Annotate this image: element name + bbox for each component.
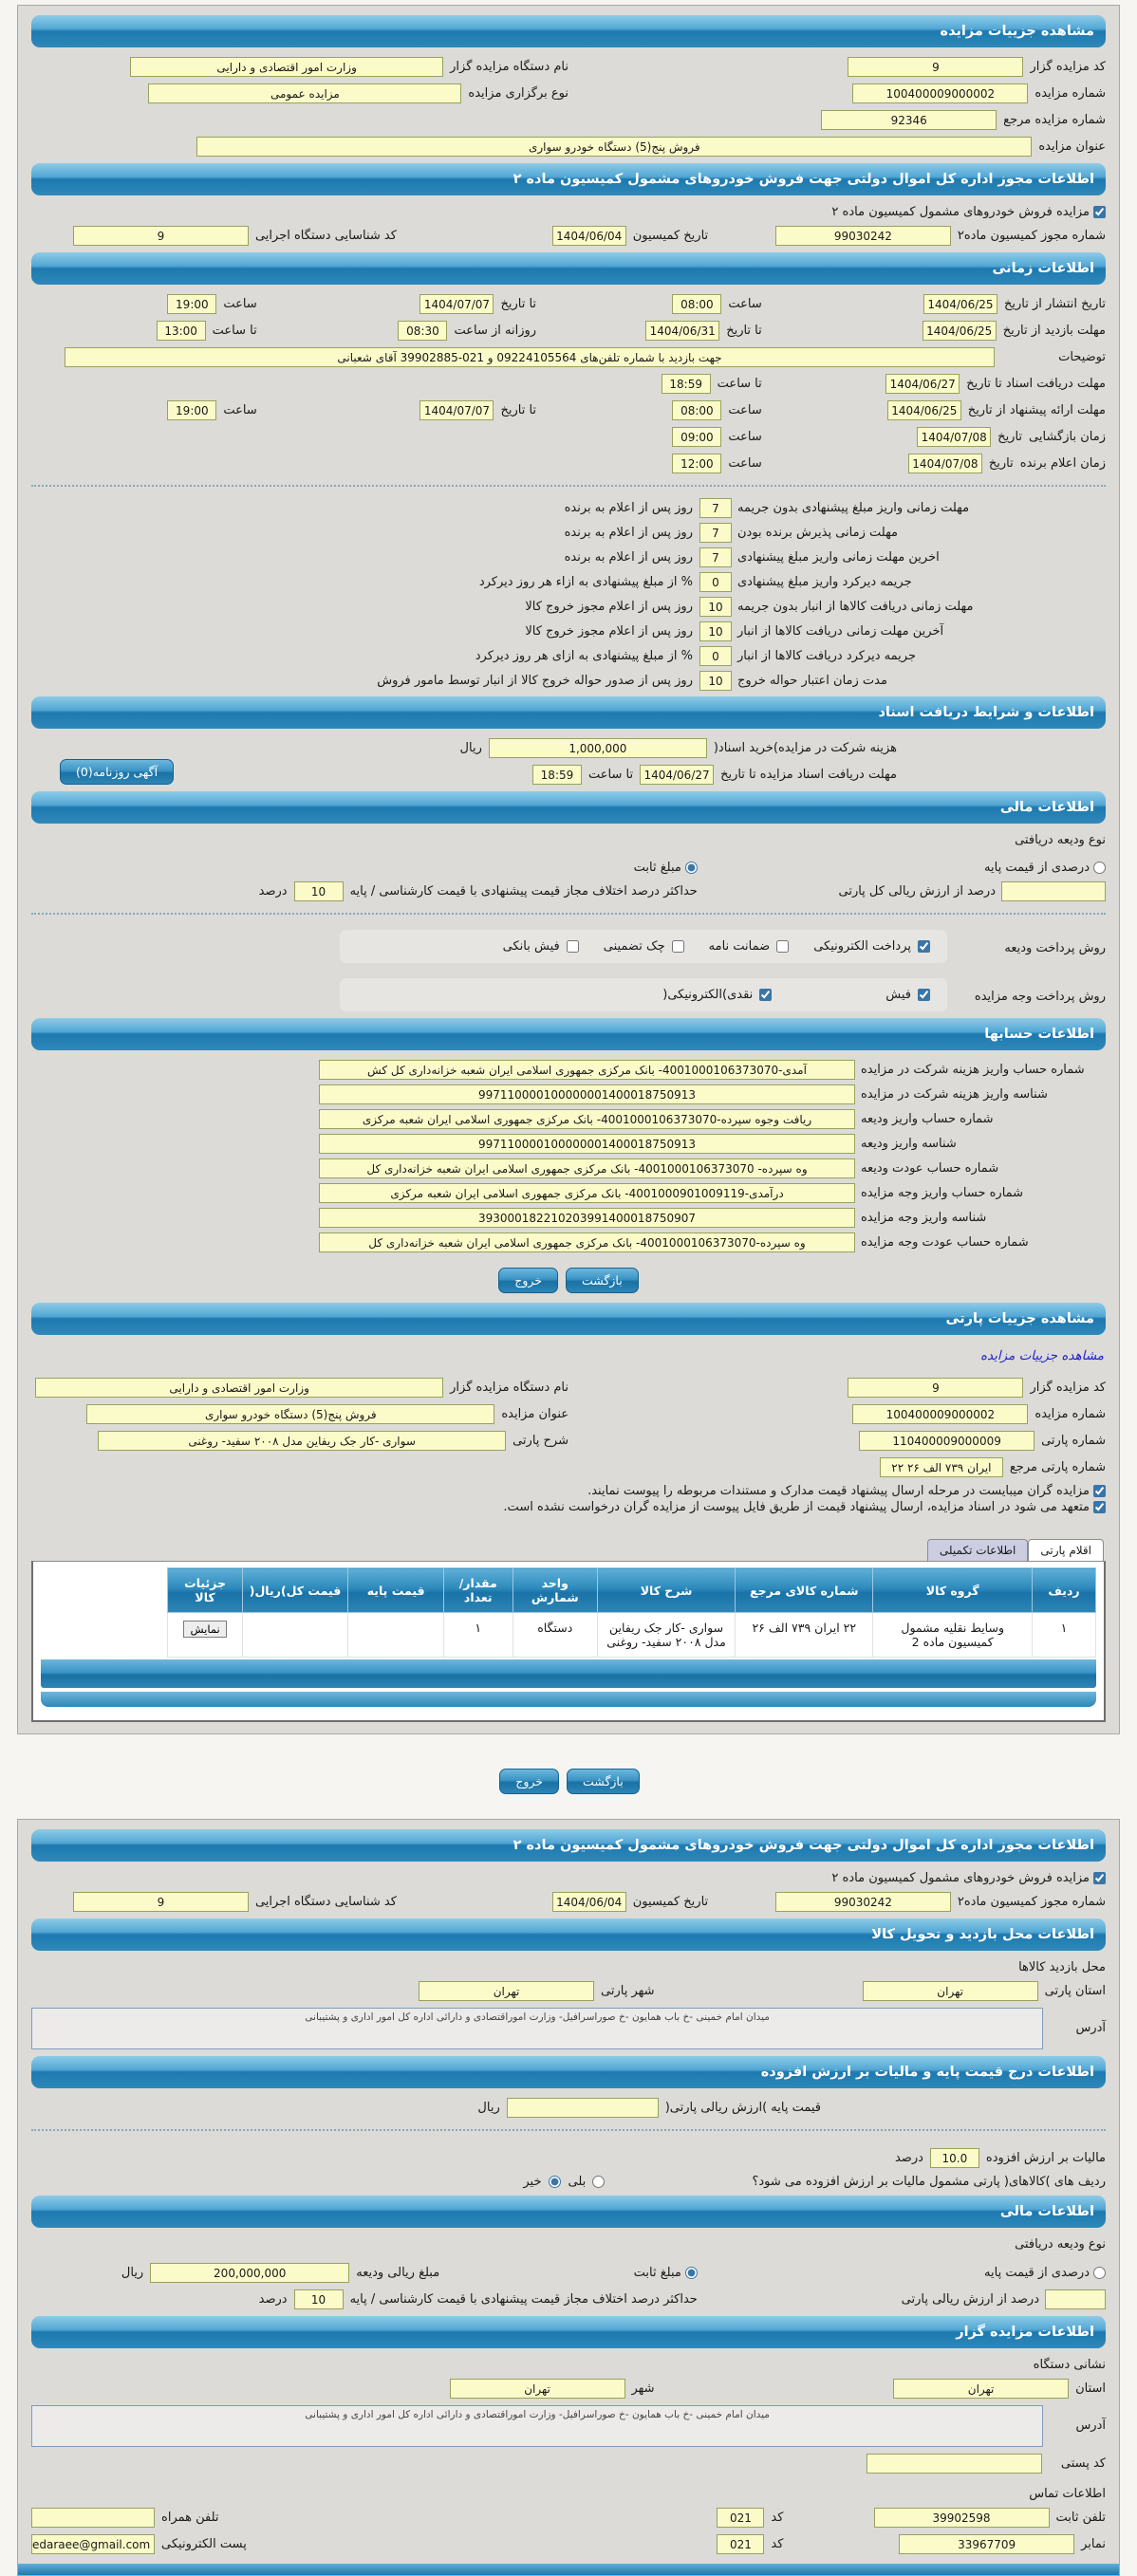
percent-unit-label: درصد — [894, 2151, 923, 2165]
party-items-table-container — [31, 1561, 1106, 1722]
opening-label: زمان بازگشایی — [1029, 430, 1106, 444]
account-label: شماره حساب عودت ودیعه — [861, 1161, 999, 1176]
secured-check-checkbox[interactable] — [672, 940, 684, 953]
winner-hour-field[interactable]: 12:00 — [672, 454, 721, 473]
penalty-suffix: % از مبلغ پیشنهادی به ازاء هر روز دیرکرد — [478, 575, 693, 589]
party-auction-number-label: شماره مزایده — [1034, 1407, 1106, 1421]
mobile-field[interactable] — [31, 2508, 155, 2528]
section-header-timing: اطلاعات زمانی — [31, 252, 1106, 285]
percent-of-base-label: درصدی از قیمت پایه — [984, 861, 1090, 875]
cell-group: وسایط نقلیه مشمول کمیسیون ماده 2 — [873, 1613, 1033, 1658]
bidder-code-label: کد مزایده گزار — [1030, 60, 1106, 74]
section-header-accounts: اطلاعات حسابها — [31, 1018, 1106, 1050]
fax-field[interactable]: 33967709 — [899, 2534, 1074, 2554]
hour-label: ساعت — [728, 403, 762, 417]
to-date-label: تا تاریخ — [726, 324, 762, 338]
auction-details-panel — [17, 5, 1120, 1734]
penalty-label: آخرین مهلت زمانی دریافت کالاها از انبار — [737, 624, 944, 639]
party-ref-label: شماره پارتی مرجع — [1009, 1460, 1106, 1474]
penalty-suffix: % از مبلغ پیشنهادی به ازای هر روز دیرکرد — [475, 649, 693, 663]
max-diff-label: حداکثر درصد اختلاف مجاز قیمت پیشنهادی با قیمت کارشناسی / پایه — [349, 884, 698, 899]
penalty-label: مهلت زمانی دریافت کالاها از انبار بدون جریمه — [737, 600, 974, 614]
party-ref-field[interactable]: ایران ۷۳۹ الف ۲۶ ۲۲ — [880, 1457, 1003, 1477]
percent-of-party-field[interactable] — [1045, 2289, 1106, 2309]
docs-deadline2-date-field[interactable]: 1404/06/27 — [640, 765, 714, 785]
col-header-item-details: جزئیات کالا — [168, 1568, 242, 1613]
party-number-label: شماره پارتی — [1041, 1434, 1106, 1448]
publish-from-field[interactable]: 1404/06/25 — [923, 294, 997, 314]
org-province-label: استان — [1075, 2381, 1106, 2396]
fax-code-label: کد — [771, 2537, 784, 2551]
vat-field[interactable]: 10.0 — [930, 2148, 979, 2168]
account-label: شماره حساب واریز هزینه شرکت در مزایده — [861, 1063, 1085, 1077]
percent-of-base-radio[interactable] — [1093, 862, 1106, 874]
table-footer-bar-2 — [41, 1692, 1096, 1707]
commission-date-field[interactable]: 1404/06/04 — [552, 226, 626, 246]
postal-code-label: کد پستی — [1060, 2456, 1106, 2471]
cell-index: ۱ — [1032, 1613, 1095, 1658]
penalty-label: مهلت زمانی واریز مبلغ پیشنهادی بدون جریمه — [737, 501, 970, 515]
hour-label: ساعت — [223, 297, 257, 311]
vat-yes-label: بلی — [568, 2175, 587, 2189]
slip-checkbox[interactable] — [918, 989, 930, 1001]
docs-deadline2-label: مهلت دریافت اسناد مزایده تا تاریخ — [720, 768, 897, 782]
exec-code-label: کد شناسایی دستگاه اجرایی — [254, 229, 397, 243]
party-address-field[interactable]: میدان امام خمینی -خ باب همایون -خ صوراسرافیل- وزارت اموراقتصادی و دارائی اداره کل امور اداری و پشتیبانی — [31, 2008, 1043, 2049]
fixed-amount-radio-2[interactable] — [685, 2267, 698, 2279]
docs-deadline2-hour-field[interactable]: 18:59 — [532, 765, 582, 785]
back-button[interactable]: بازگشت — [566, 1268, 639, 1293]
visit-label: مهلت بازدید از تاریخ — [1002, 324, 1106, 338]
auction-type-label: نوع برگزاری مزایده — [468, 86, 568, 101]
penalty-label: مهلت زمانی پذیرش برنده بودن — [737, 526, 899, 540]
party-bidder-code-field[interactable]: 9 — [848, 1378, 1023, 1398]
party-items-table — [167, 1567, 1096, 1658]
hour-label: ساعت — [728, 456, 762, 471]
winner-label: زمان اعلام برنده — [1019, 456, 1106, 471]
divider — [31, 913, 1106, 915]
newspaper-ad-button[interactable]: آگهی روزنامه(0) — [60, 759, 174, 785]
penalty-value-field[interactable]: 10 — [699, 671, 732, 691]
date-label: تاریخ — [997, 430, 1023, 444]
bank-slip-label: فیش بانکی — [502, 939, 560, 954]
percent-unit-label: درصد — [258, 2292, 288, 2307]
guarantee-checkbox[interactable] — [776, 940, 789, 953]
email-label: پست الکترونیکی — [161, 2537, 247, 2551]
penalty-suffix: روز پس از اعلام به برنده — [564, 501, 693, 515]
cash-electronic-label: نقدی)الکترونیکی( — [662, 988, 754, 1002]
account-label: شناسه واریز ودیعه — [861, 1137, 957, 1151]
account-label: شماره حساب واریز وجه مزایده — [861, 1186, 1024, 1200]
to-hour-label: تا ساعت — [717, 377, 762, 391]
base-price-label: قیمت پایه )ارزش ریالی پارتی( — [664, 2101, 821, 2115]
visit-from-field[interactable]: 1404/06/25 — [923, 321, 997, 341]
penalty-suffix: روز پس از اعلام مجوز خروج کالا — [525, 624, 693, 639]
visit-from-hour-field[interactable]: 08:30 — [398, 321, 447, 341]
docs-deadline-date-field[interactable]: 1404/06/27 — [885, 374, 960, 394]
docs-deadline-hour-field[interactable]: 18:59 — [662, 374, 711, 394]
section-header-documents: اطلاعات و شرایط دریافت اسناد — [31, 696, 1106, 729]
percent-of-base-radio-2[interactable] — [1093, 2267, 1106, 2279]
show-item-details-button[interactable]: نمایش — [183, 1621, 226, 1638]
contact-info-title: اطلاعات تماس — [1029, 2487, 1106, 2501]
party-number-field[interactable]: 110400009000009 — [859, 1431, 1034, 1451]
daily-from-label: روزانه از ساعت — [454, 324, 537, 338]
visit-to-hour-field[interactable]: 13:00 — [157, 321, 206, 341]
auction-title-label: عنوان مزایده — [1038, 139, 1106, 154]
commission-date-label: تاریخ کمیسیون — [632, 229, 709, 243]
penalty-suffix: روز پس از اعلام مجوز خروج کالا — [525, 600, 693, 614]
phone-code-label: کد — [771, 2511, 784, 2525]
col-header-desc: شرح کالا — [597, 1568, 735, 1613]
section-header-auction-details: مشاهده جزییات مزایده — [31, 15, 1106, 47]
auction-ref-label: شماره مزایده مرجع — [1003, 113, 1106, 127]
hour-label: ساعت — [728, 297, 762, 311]
to-hour-label: تا ساعت — [212, 324, 257, 338]
account-label: شماره حساب عودت وجه مزایده — [861, 1235, 1029, 1250]
bidder-code-field[interactable]: 9 — [848, 57, 1023, 77]
auction-ref-field[interactable]: 92346 — [821, 110, 997, 130]
bank-slip-checkbox[interactable] — [567, 940, 579, 953]
no-file-offer-checkbox[interactable] — [1093, 1501, 1106, 1513]
permit-no-label-2: شماره مجوز کمیسیون ماده۲ — [957, 1895, 1106, 1909]
org-name-field[interactable]: وزارت امور اقتصادی و دارایی — [130, 57, 443, 77]
deposit-amount-field[interactable]: 200,000,000 — [150, 2263, 349, 2283]
email-field[interactable]: edaraee@gmail.com — [31, 2534, 155, 2554]
tab-extra-info[interactable]: اطلاعات تکمیلی — [927, 1539, 1028, 1561]
cell-qty: ۱ — [443, 1613, 513, 1658]
cell-base-price — [348, 1613, 444, 1658]
penalty-label: اخرین مهلت زمانی واریز مبلغ پیشنهادی — [737, 550, 940, 565]
col-header-qty: مقدار/ تعداد — [443, 1568, 513, 1613]
deposit-method-group — [340, 930, 947, 963]
cell-ref: ۲۲ ایران ۷۳۹ الف ۲۶ — [736, 1613, 873, 1658]
section-header-permit: اطلاعات مجوز اداره کل اموال دولتی جهت فروش خودروهای مشمول کمیسیون ماده ۲ — [31, 163, 1106, 195]
section-header-location: اطلاعات محل بازدید و تحویل کالا — [31, 1918, 1106, 1951]
publish-to-field[interactable]: 1404/07/07 — [419, 294, 494, 314]
account-label: شناسه واریز وجه مزایده — [861, 1211, 987, 1225]
exec-code-label-2: کد شناسایی دستگاه اجرایی — [254, 1895, 397, 1909]
exit-button[interactable]: خروج — [499, 1769, 559, 1794]
col-header-total-price: قیمت کل)ریال( — [242, 1568, 348, 1613]
hour-label: ساعت — [728, 430, 762, 444]
cash-electronic-checkbox[interactable] — [759, 989, 772, 1001]
auction-number-field[interactable]: 100400009000002 — [852, 83, 1028, 103]
org-address-title: نشانی دستگاه — [1033, 2358, 1106, 2372]
party-org-label: نام دستگاه مزایده گزار — [450, 1381, 568, 1395]
auction-type-field[interactable]: مزایده عمومی — [148, 83, 461, 103]
phone-label: تلفن ثابت — [1055, 2511, 1106, 2525]
fixed-amount-label-2: مبلغ ثابت — [633, 2266, 681, 2280]
col-header-ref: شماره کالای مرجع — [736, 1568, 873, 1613]
publish-from-hour-field[interactable]: 08:00 — [672, 294, 721, 314]
exit-button[interactable]: خروج — [498, 1268, 558, 1293]
to-date-label: تا تاریخ — [500, 297, 537, 311]
to-date-label: تا تاریخ — [500, 403, 537, 417]
visit-place-label: محل بازدید کالاها — [1018, 1960, 1106, 1974]
pay-method-label: روش پرداخت وجه مزایده — [974, 990, 1106, 1004]
attach-docs-checkbox[interactable] — [1093, 1485, 1106, 1497]
col-header-group: گروه کالا — [873, 1568, 1033, 1613]
section-header-financial-1: اطلاعات مالی — [31, 791, 1106, 824]
vat-yes-radio[interactable] — [592, 2176, 605, 2188]
party-province-label: استان پارتی — [1044, 1984, 1106, 1998]
pay-method-group — [340, 978, 947, 1011]
rial-label: ریال — [459, 741, 482, 755]
party-title-label: عنوان مزایده — [501, 1407, 568, 1421]
hour-label: ساعت — [223, 403, 257, 417]
party-permit-panel — [17, 1819, 1120, 2576]
max-diff-field-2[interactable]: 10 — [294, 2289, 344, 2309]
deposit-type-label-2: نوع ودیعه دریافتی — [1015, 2237, 1106, 2252]
exec-code-field[interactable]: 9 — [73, 226, 249, 246]
offer-label: مهلت ارائه پیشنهاد از تاریخ — [967, 403, 1106, 417]
offer-to-hour-field[interactable]: 19:00 — [167, 400, 216, 420]
org-city-field[interactable]: تهران — [450, 2379, 625, 2399]
divider — [31, 2129, 1106, 2131]
visit-to-field[interactable]: 1404/06/31 — [645, 321, 719, 341]
section-header-financial-2: اطلاعات مالی — [31, 2196, 1106, 2228]
party-city-label: شهر پارتی — [601, 1984, 655, 1998]
account-field[interactable]: آمدی-4001000106373070- بانک مرکزی جمهوری اسلامی ایران شعبه خزانه‌داری کل کش — [319, 1060, 855, 1080]
rial-label: ریال — [121, 2266, 144, 2280]
account-field[interactable]: ریافت وجوه سپرده-4001000106373070- بانک مرکزی جمهوری اسلامی ایران شعبه مرکزی — [319, 1109, 855, 1129]
section-header-auctioneer: اطلاعات مزایده گزار — [31, 2316, 1106, 2348]
section-header-permit-2: اطلاعات مجوز اداره کل اموال دولتی جهت فروش خودروهای مشمول کمیسیون ماده ۲ — [31, 1829, 1106, 1862]
max-diff-field[interactable]: 10 — [294, 881, 344, 901]
offer-to-field[interactable]: 1404/07/07 — [419, 400, 494, 420]
fixed-amount-radio[interactable] — [685, 862, 698, 874]
mobile-label: تلفن همراه — [161, 2511, 219, 2525]
penalty-label: جریمه دیرکرد واریز مبلغ پیشنهادی — [737, 575, 912, 589]
divider — [31, 485, 1106, 487]
party-desc-label: شرح پارتی — [513, 1434, 568, 1448]
penalty-value-field[interactable]: 0 — [699, 572, 732, 592]
table-footer-bar — [41, 1659, 1096, 1688]
phone-field[interactable]: 39902598 — [874, 2508, 1050, 2528]
max-diff-label-2: حداکثر درصد اختلاف مجاز قیمت پیشنهادی با قیمت کارشناسی / پایه — [349, 2292, 698, 2307]
deposit-type-label: نوع ودیعه دریافتی — [1015, 833, 1106, 847]
account-field[interactable]: 997110000100000001400018750913 — [319, 1134, 855, 1154]
fee-label: هزینه شرکت در مزایده)خرید اسناد( — [713, 741, 897, 755]
percent-of-party-label: درصد از ارزش ریالی پارتی — [901, 2292, 1039, 2307]
offer-from-field[interactable]: 1404/06/25 — [887, 400, 961, 420]
slip-label: فیش — [885, 988, 911, 1002]
no-file-offer-label: متعهد می شود در اسناد مزایده، ارسال پیشنهاد قیمت از طریق فایل پیوست از مزایده گران درخواست نشده است. — [503, 1500, 1090, 1514]
permit-no-field-2[interactable]: 99030242 — [775, 1892, 951, 1912]
view-auction-details-link[interactable]: مشاهده جزییات مزایده — [979, 1348, 1104, 1363]
cell-unit: دستگاه — [513, 1613, 597, 1658]
panel-bottom-bar — [18, 2564, 1119, 2575]
penalty-value-field[interactable]: 7 — [699, 547, 732, 567]
penalty-value-field[interactable]: 7 — [699, 498, 732, 518]
vat-question-label: ردیف های )کالاهای( پارتی مشمول مالیات بر ارزش افزوده می شود؟ — [752, 2175, 1106, 2189]
permit-checkbox-2[interactable] — [1093, 1872, 1106, 1884]
penalty-value-field[interactable]: 0 — [699, 646, 732, 666]
rial-label: ریال — [477, 2101, 500, 2115]
offer-from-hour-field[interactable]: 08:00 — [672, 400, 721, 420]
fixed-amount-label: مبلغ ثابت — [633, 861, 681, 875]
section-header-base-price: اطلاعات درج قیمت پایه و مالیات بر ارزش افزوده — [31, 2056, 1106, 2088]
opening-date-field[interactable]: 1404/07/08 — [917, 427, 991, 447]
account-field[interactable]: وه سپرده-4001000106373070- بانک مرکزی جمهوری اسلامی ایران شعبه خزانه‌داری کل — [319, 1232, 855, 1252]
penalty-label: جریمه دیرکرد دریافت کالاها از انبار — [737, 649, 916, 663]
penalty-suffix: روز پس از اعلام به برنده — [564, 526, 693, 540]
guarantee-label: ضمانت نامه — [708, 939, 771, 954]
date-label: تاریخ — [988, 456, 1014, 471]
col-header-index: ردیف — [1032, 1568, 1095, 1613]
party-city-field[interactable]: تهران — [419, 1981, 594, 2001]
attach-docs-label: مزایده گران میبایست در مرحله ارسال پیشنهاد قیمت مدارک و مستندات مربوطه را پیوست نمایند. — [587, 1484, 1090, 1498]
percent-unit-label: درصد — [258, 884, 288, 899]
penalty-value-field[interactable]: 10 — [699, 621, 732, 641]
auction-title-field[interactable]: فروش پنج(5) دستگاه خودرو سواری — [196, 137, 1032, 157]
permit-checkbox[interactable] — [1093, 206, 1106, 218]
account-field[interactable]: 997110000100000001400018750913 — [319, 1084, 855, 1104]
party-province-field[interactable]: تهران — [863, 1981, 1038, 2001]
party-desc-field[interactable]: سواری -کار جک ریفاین مدل ۲۰۰۸ سفید- روغنی — [98, 1431, 506, 1451]
org-address-field[interactable]: میدان امام خمینی -خ باب همایون -خ صوراسرافیل- وزارت اموراقتصادی و دارائی اداره کل امور اداری و پشتیبانی — [31, 2405, 1043, 2447]
postal-code-field[interactable] — [867, 2454, 1042, 2474]
party-bidder-code-label: کد مزایده گزار — [1030, 1381, 1106, 1395]
commission-date-label-2: تاریخ کمیسیون — [632, 1895, 709, 1909]
org-city-label: شهر — [631, 2381, 655, 2396]
opening-hour-field[interactable]: 09:00 — [672, 427, 721, 447]
back-button[interactable]: بازگشت — [567, 1769, 640, 1794]
col-header-base-price: قیمت پایه — [348, 1568, 444, 1613]
org-address-label: آدرس — [1075, 2418, 1106, 2433]
vat-no-radio[interactable] — [549, 2176, 561, 2188]
account-label: شناسه واریز هزینه شرکت در مزایده — [861, 1087, 1048, 1102]
permit-checkbox-label: مزایده فروش خودروهای مشمول کمیسیون ماده ۲ — [831, 205, 1090, 219]
penalty-value-field[interactable]: 7 — [699, 523, 732, 543]
to-hour-label: تا ساعت — [587, 768, 634, 782]
cell-total-price — [242, 1613, 348, 1658]
deposit-amount-label: مبلغ ریالی ودیعه — [356, 2266, 440, 2280]
exec-code-field-2[interactable]: 9 — [73, 1892, 249, 1912]
percent-of-total-label: درصد از ارزش ریالی کل پارتی — [838, 884, 996, 899]
party-auction-number-field[interactable]: 100400009000002 — [852, 1404, 1028, 1424]
auction-number-label: شماره مزایده — [1034, 86, 1106, 101]
party-org-field[interactable]: وزارت امور اقتصادی و دارایی — [35, 1378, 443, 1398]
section-header-party-details: مشاهده جزییات پارتی — [31, 1303, 1106, 1335]
fax-label: نمابر — [1081, 2537, 1106, 2551]
vat-label: مالیات بر ارزش افزوده — [985, 2151, 1106, 2165]
publish-label: تاریخ انتشار از تاریخ — [1003, 297, 1106, 311]
percent-of-base-label-2: درصدی از قیمت پایه — [984, 2266, 1090, 2280]
cell-desc: سواری -کار جک ریفاین مدل ۲۰۰۸ سفید- روغنی — [597, 1613, 735, 1658]
permit-no-field[interactable]: 99030242 — [775, 226, 951, 246]
account-field[interactable]: درآمدی-4001000901009119- بانک مرکزی جمهوری اسلامی ایران شعبه مرکزی — [319, 1183, 855, 1203]
org-name-label: نام دستگاه مزایده گزار — [450, 60, 568, 74]
publish-to-hour-field[interactable]: 19:00 — [167, 294, 216, 314]
table-row — [168, 1613, 1096, 1658]
party-address-label: آدرس — [1075, 2021, 1106, 2035]
percent-of-total-field[interactable] — [1001, 881, 1106, 901]
description-label: توضیحات — [1058, 350, 1106, 364]
penalty-suffix: روز پس از اعلام به برنده — [564, 550, 693, 565]
col-header-unit: واحد شمارش — [513, 1568, 597, 1613]
electronic-payment-label: پرداخت الکترونیکی — [813, 939, 911, 954]
account-label: شماره حساب واریز ودیعه — [861, 1112, 994, 1126]
penalty-label: مدت زمان اعتبار حواله خروج — [737, 674, 887, 688]
commission-date-field-2[interactable]: 1404/06/04 — [552, 1892, 626, 1912]
docs-deadline-label: مهلت دریافت اسناد تا تاریخ — [966, 377, 1106, 391]
account-field[interactable]: 393000182210203991400018750907 — [319, 1208, 855, 1228]
permit-checkbox-label-2: مزایده فروش خودروهای مشمول کمیسیون ماده ۲ — [831, 1871, 1090, 1885]
permit-no-label: شماره مجوز کمیسیون ماده۲ — [957, 229, 1106, 243]
secured-check-label: چک تضمینی — [603, 939, 665, 954]
winner-date-field[interactable]: 1404/07/08 — [908, 454, 982, 473]
fee-field[interactable]: 1,000,000 — [489, 738, 707, 758]
penalty-suffix: روز پس از صدور حواله خروج کالا از انبار توسط مامور فروش — [377, 674, 693, 688]
base-price-field[interactable] — [507, 2098, 659, 2118]
account-field[interactable]: وه سپرده- 4001000106373070- بانک مرکزی جمهوری اسلامی ایران شعبه خزانه‌داری کل — [319, 1158, 855, 1178]
penalty-value-field[interactable]: 10 — [699, 597, 732, 617]
fax-code-field[interactable]: 021 — [717, 2534, 764, 2554]
electronic-payment-checkbox[interactable] — [918, 940, 930, 953]
org-province-field[interactable]: تهران — [893, 2379, 1069, 2399]
phone-code-field[interactable]: 021 — [717, 2508, 764, 2528]
deposit-method-label: روش پرداخت ودیعه — [1004, 941, 1106, 955]
tab-party-items[interactable]: اقلام پارتی — [1028, 1539, 1104, 1561]
description-field[interactable]: جهت بازدید با شماره تلفن‌های 09224105564 و 021-39902885 آقای شعبانی — [65, 347, 995, 367]
party-title-field[interactable]: فروش پنج(5) دستگاه خودرو سواری — [86, 1404, 494, 1424]
vat-no-label: خیر — [523, 2175, 542, 2189]
